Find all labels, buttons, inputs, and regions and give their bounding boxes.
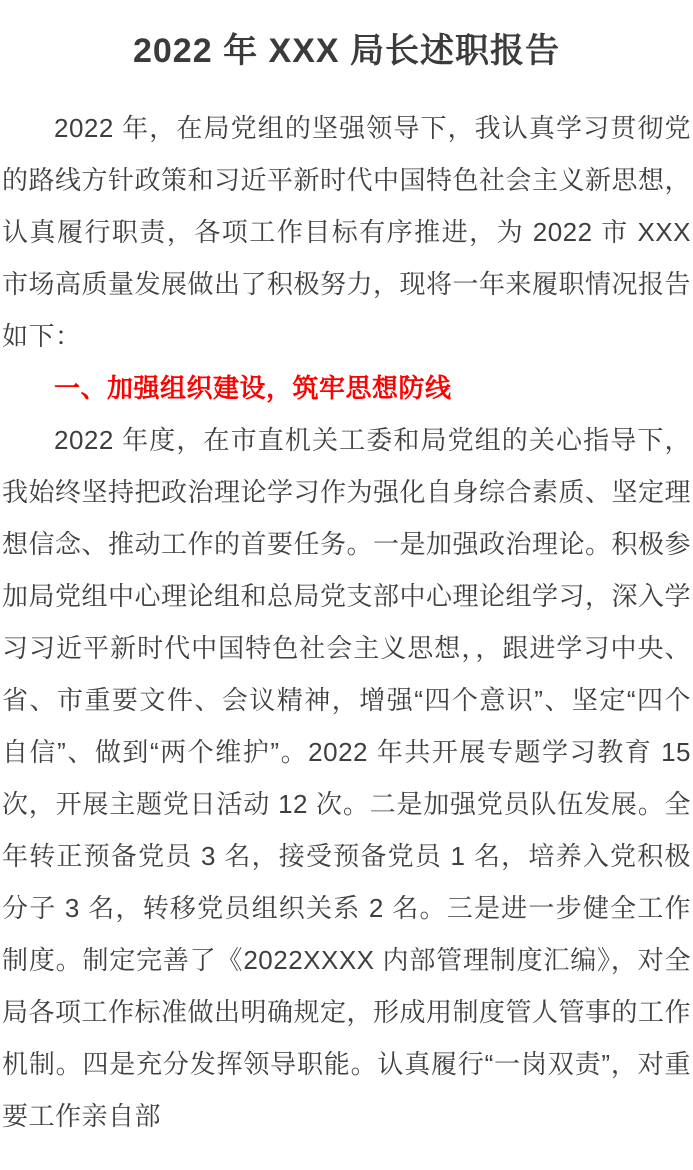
document-title: 2022 年 XXX 局长述职报告 [132,32,560,70]
intro-paragraph: 2022 年，在局党组的坚强领导下，我认真学习贯彻党的路线方针政策和习近平新时代中国特色社会主义新思想，认真履行职责，各项工作目标有序推进，为 2022 市 XXX 市场高质量发展做出了积极努力，现将一年来履职情况报告如下： [2,113,692,351]
section-heading-1: 一、加强组织建设，筑牢思想防线 [54,373,452,403]
section-1-paragraph: 2022 年度，在市直机关工委和局党组的关心指导下，我始终坚持把政治理论学习作为强化自身综合素质、坚定理想信念、推动工作的首要任务。一是加强政治理论。积极参加局党组中心理论组和总局党支部中心理论组学习，深入学习习近平新时代中国特色社会主义思想，，跟进学习中央、省、市重要文件、会议精神，增强“四个意识”、坚定“四个自信”、做到“两个维护”。2022 年共开展专题学习教育 15 次，开展主题党日活动 12 次。二是加强党员队伍发展。全年转正预备党员 3 名，接受预备党员 1 名，培养入党积极分子 3 名，转移党员组织关系 2 名。三是进一步健全工作制度。制定完善了《2022XXXX 内部管理制度汇编》，对全局各项工作标准做出明确规定，形成用制度管人管事的工作机制。四是充分发挥领导职能。认真履行“一岗双责”，对重要工作亲自部 [2,425,692,1131]
